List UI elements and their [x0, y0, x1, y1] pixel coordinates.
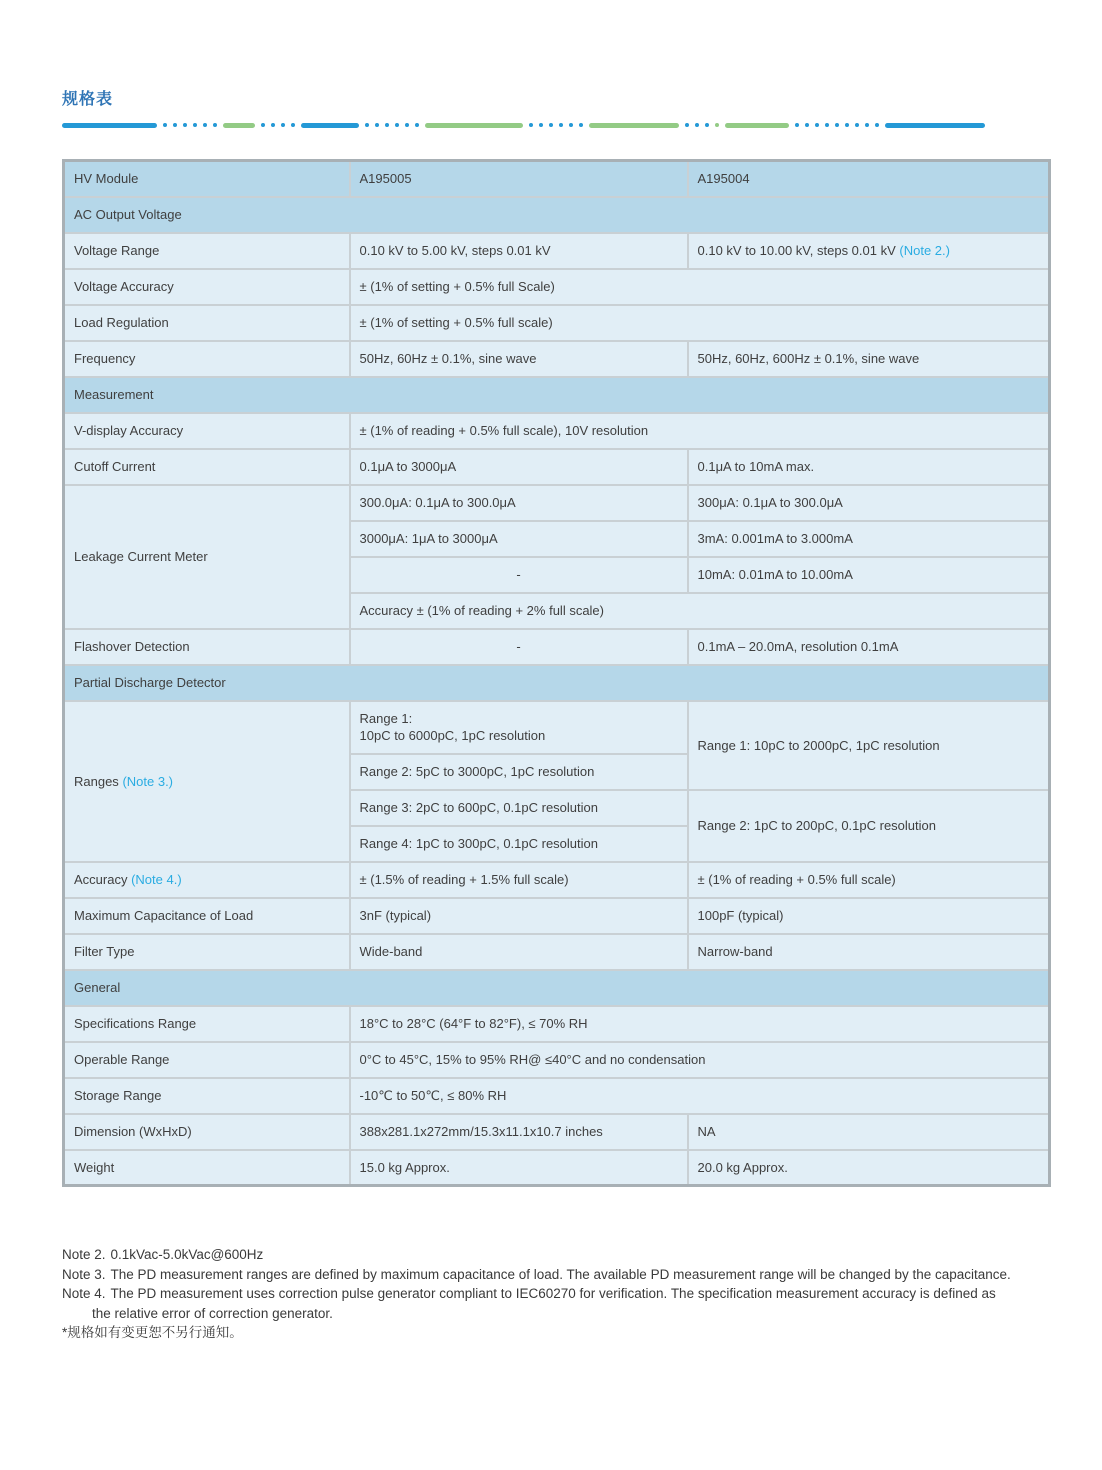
row-operable-range [64, 1042, 1050, 1078]
row-value-cell [688, 233, 1050, 269]
note-label: Note 2. [62, 1247, 106, 1262]
row-value-cell: NA [688, 1114, 1050, 1150]
row-label-cell: Frequency [64, 341, 350, 377]
decorative-divider [62, 122, 1048, 128]
row-value-cell: 3000μA: 1μA to 3000μA [350, 521, 688, 557]
footnote: *规格如有变更恕不另行通知。 [62, 1325, 243, 1340]
row-label-cell [64, 701, 350, 862]
row-label-cell [64, 862, 350, 898]
row-label-cell: Voltage Range [64, 233, 350, 269]
row-label-cell: Filter Type [64, 934, 350, 970]
row-value-cell: Wide-band [350, 934, 688, 970]
row-value-cell: 388x281.1x272mm/15.3x11.1x10.7 inches [350, 1114, 688, 1150]
row-value-cell: 15.0 kg Approx. [350, 1150, 688, 1186]
note-2 [62, 1245, 1012, 1265]
section-row-partial-discharge [64, 665, 1050, 701]
row-label-cell: Maximum Capacitance of Load [64, 898, 350, 934]
row-value-cell: 0.10 kV to 5.00 kV, steps 0.01 kV [350, 233, 688, 269]
row-value-cell: 0°C to 45°C, 15% to 95% RH@ ≤40°C and no condensation [350, 1042, 1050, 1078]
row-v-display-accuracy [64, 413, 1050, 449]
row-load-regulation [64, 305, 1050, 341]
row-dimension [64, 1114, 1050, 1150]
row-value-cell: -10℃ to 50℃, ≤ 80% RH [350, 1078, 1050, 1114]
row-value-cell: 100pF (typical) [688, 898, 1050, 934]
row-value-cell: Range 2: 5pC to 3000pC, 1pC resolution [350, 754, 688, 790]
row-pd-accuracy [64, 862, 1050, 898]
row-label-cell: Weight [64, 1150, 350, 1186]
row-value-cell: Range 3: 2pC to 600pC, 0.1pC resolution [350, 790, 688, 826]
label-text: Accuracy [74, 872, 128, 887]
row-value-cell: ± (1% of setting + 0.5% full scale) [350, 305, 1050, 341]
row-value-cell: ± (1% of reading + 0.5% full scale) [688, 862, 1050, 898]
section-title: AC Output Voltage [64, 197, 1050, 233]
note-text: The PD measurement uses correction pulse generator compliant to IEC60270 for verification. The specification measurement accuracy is defined as the relative error of correction generator. [92, 1286, 996, 1321]
row-specifications-range [64, 1006, 1050, 1042]
row-value-cell: 10mA: 0.01mA to 10.00mA [688, 557, 1050, 593]
row-cutoff-current [64, 449, 1050, 485]
row-label-cell: Leakage Current Meter [64, 485, 350, 629]
section-title: Partial Discharge Detector [64, 665, 1050, 701]
section-row-ac-output [64, 197, 1050, 233]
row-label-cell: Flashover Detection [64, 629, 350, 665]
row-value-cell: 0.1mA – 20.0mA, resolution 0.1mA [688, 629, 1050, 665]
label-text: Ranges [74, 773, 119, 789]
row-value-cell: 300.0μA: 0.1μA to 300.0μA [350, 485, 688, 521]
row-voltage-range [64, 233, 1050, 269]
row-value-cell: 18°C to 28°C (64°F to 82°F), ≤ 70% RH [350, 1006, 1050, 1042]
row-label-cell: Load Regulation [64, 305, 350, 341]
row-label-cell: Voltage Accuracy [64, 269, 350, 305]
row-value-cell: Range 4: 1pC to 300pC, 0.1pC resolution [350, 826, 688, 862]
row-ranges-1 [64, 701, 1050, 754]
row-frequency [64, 341, 1050, 377]
header-model-b-cell: A195004 [688, 161, 1050, 197]
note-text: 0.1kVac-5.0kVac@600Hz [110, 1247, 264, 1262]
row-value-cell: 0.1μA to 10mA max. [688, 449, 1050, 485]
note2-link[interactable]: (Note 2.) [899, 243, 950, 258]
note-text: The PD measurement ranges are defined by maximum capacitance of load. The available PD measurement range will be changed by the capacitance. [110, 1266, 1011, 1282]
row-value-cell: - [350, 557, 688, 593]
range-detail: 10pC to 6000pC, 1pC resolution [359, 728, 546, 743]
row-leakage-current-meter-1 [64, 485, 1050, 521]
note-label: Note 4. [62, 1286, 106, 1301]
page-title: 规格表 [62, 91, 114, 108]
header-label-cell: HV Module [64, 161, 350, 197]
range-title: Range 1: [359, 711, 413, 726]
row-label-cell: Dimension (WxHxD) [64, 1114, 350, 1150]
table-header-row [64, 161, 1050, 197]
note-3 [62, 1265, 1012, 1285]
row-label-cell: Cutoff Current [64, 449, 350, 485]
row-label-cell: Specifications Range [64, 1006, 350, 1042]
row-label-cell: Operable Range [64, 1042, 350, 1078]
row-storage-range [64, 1078, 1050, 1114]
spec-table [62, 159, 1051, 1187]
row-value-cell: 50Hz, 60Hz ± 0.1%, sine wave [350, 341, 688, 377]
row-value-cell: ± (1% of reading + 0.5% full scale), 10V resolution [350, 413, 1050, 449]
row-value-cell: Range 2: 1pC to 200pC, 0.1pC resolution [688, 790, 1050, 862]
notes-block [62, 1245, 1012, 1343]
row-value-cell: Range 1: 10pC to 2000pC, 1pC resolution [688, 701, 1050, 790]
row-value-cell: Accuracy ± (1% of reading + 2% full scale) [350, 593, 1050, 629]
row-value-cell: 3nF (typical) [350, 898, 688, 934]
row-voltage-accuracy [64, 269, 1050, 305]
note-4 [62, 1284, 1012, 1323]
row-value-cell [350, 701, 688, 754]
row-value-cell: ± (1% of setting + 0.5% full Scale) [350, 269, 1050, 305]
row-flashover-detection [64, 629, 1050, 665]
row-maximum-capacitance [64, 898, 1050, 934]
row-value-cell: - [350, 629, 688, 665]
section-title: Measurement [64, 377, 1050, 413]
row-filter-type [64, 934, 1050, 970]
row-value-cell: 0.1μA to 3000μA [350, 449, 688, 485]
row-value-cell: Narrow-band [688, 934, 1050, 970]
row-label-cell: V-display Accuracy [64, 413, 350, 449]
note3-link[interactable]: (Note 3.) [122, 773, 174, 789]
row-value-cell: 3mA: 0.001mA to 3.000mA [688, 521, 1050, 557]
note-label: Note 3. [62, 1266, 106, 1282]
row-value-cell: ± (1.5% of reading + 1.5% full scale) [350, 862, 688, 898]
header-model-a-cell: A195005 [350, 161, 688, 197]
section-row-measurement [64, 377, 1050, 413]
section-title: General [64, 970, 1050, 1006]
row-value-cell: 20.0 kg Approx. [688, 1150, 1050, 1186]
row-value-cell: 300μA: 0.1μA to 300.0μA [688, 485, 1050, 521]
value-text: 0.10 kV to 10.00 kV, steps 0.01 kV [697, 243, 896, 258]
note4-link[interactable]: (Note 4.) [131, 872, 182, 887]
row-label-cell: Storage Range [64, 1078, 350, 1114]
section-row-general [64, 970, 1050, 1006]
row-value-cell: 50Hz, 60Hz, 600Hz ± 0.1%, sine wave [688, 341, 1050, 377]
row-weight [64, 1150, 1050, 1186]
